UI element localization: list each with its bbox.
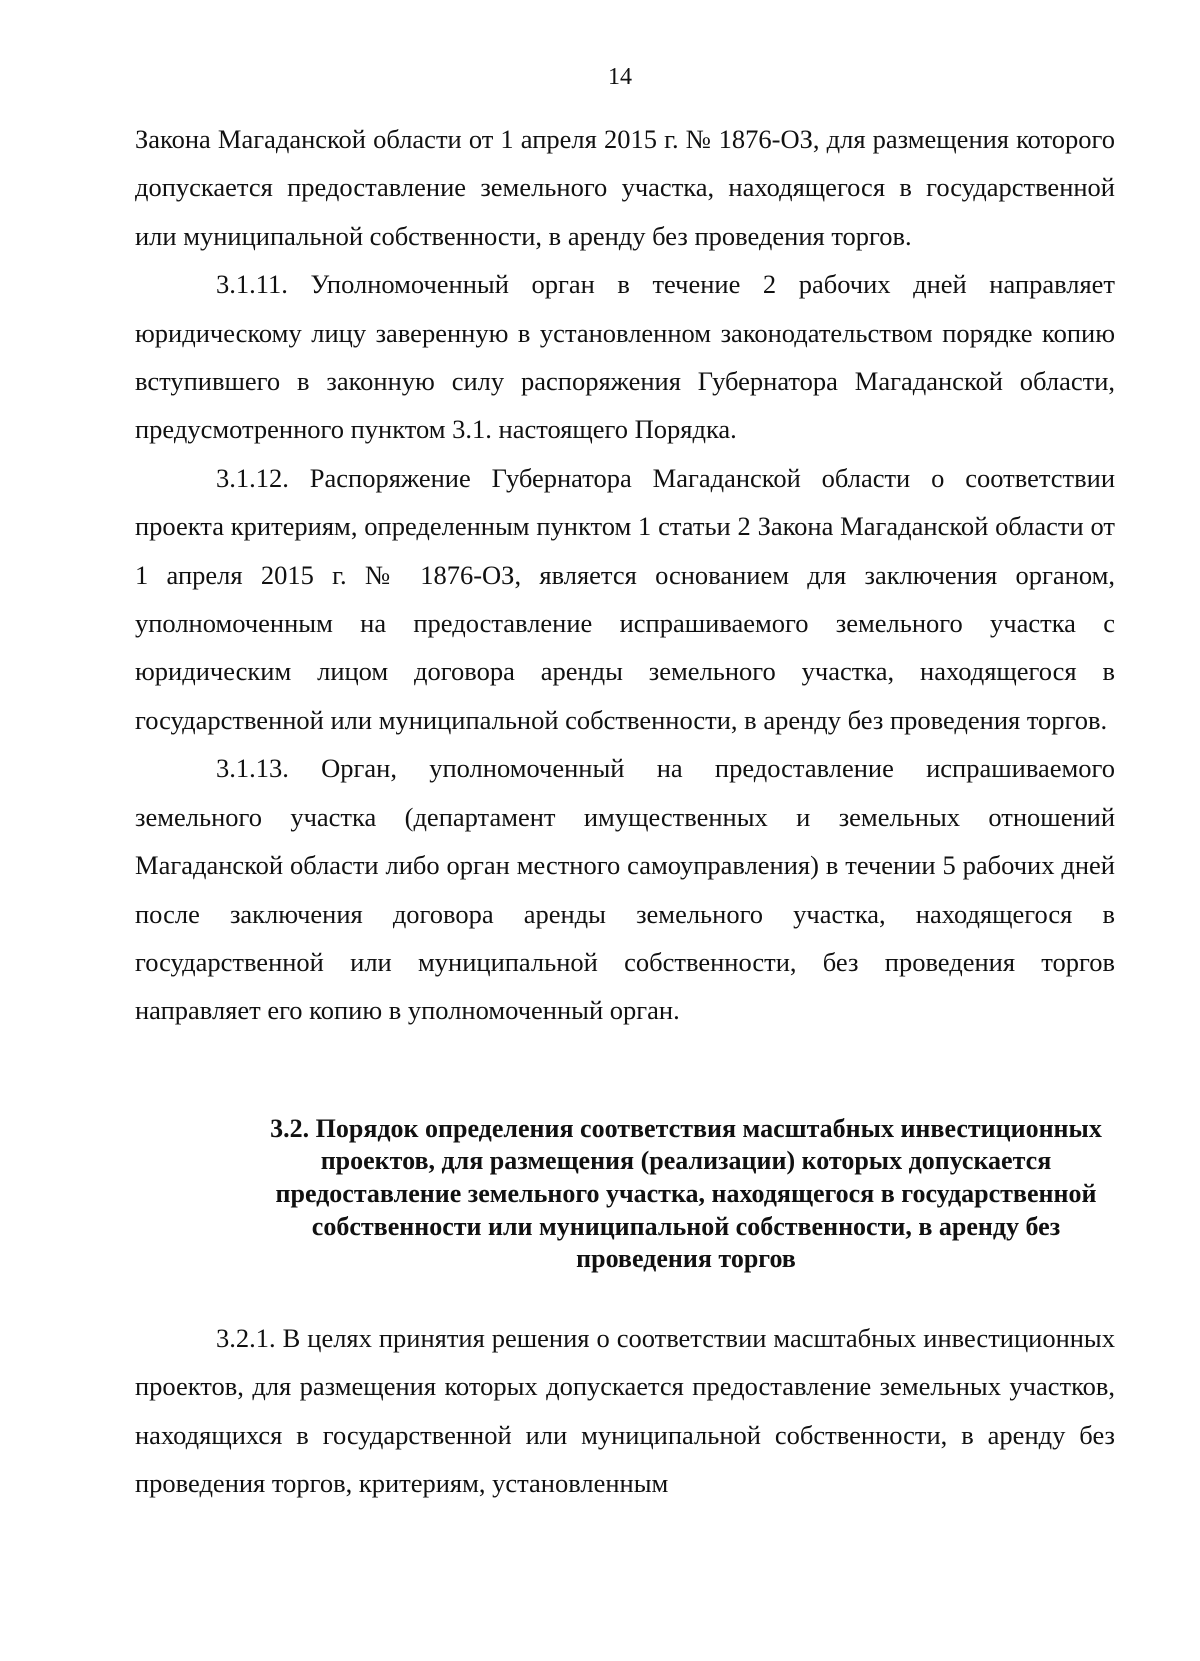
document-body bbox=[135, 115, 1115, 1507]
paragraph-3-1-12: 3.1.12. Распоряжение Губернатора Магаданской области о соответствии проекта критериям, определенным пунктом 1 статьи 2 Закона Магаданской области от 1 апреля 2015 г. № 1876-ОЗ, является основанием для заключения органом, уполномоченным на предоставление испрашиваемого земельного участка с юридическим лицом договора аренды земельного участка, находящегося в государственной или муниципальной собственности, в аренду без проведения торгов. bbox=[135, 462, 1115, 735]
section-heading-3-2: 3.2. Порядок определения соответствия масштабных инвестиционных проектов, для размещения (реализации) которых допускается предоставление земельного участка, находящегося в государственной собственности или муниципальной собственности, в аренду без проведения торгов bbox=[270, 1113, 1102, 1274]
paragraph-continuation: Закона Магаданской области от 1 апреля 2015 г. № 1876-ОЗ, для размещения которого допускается предоставление земельного участка, находящегося в государственной или муниципальной собственности, в аренду без проведения торгов. bbox=[135, 124, 1115, 251]
paragraph-3-1-13: 3.1.13. Орган, уполномоченный на предоставление испрашиваемого земельного участка (департамент имущественных и земельных отношений Магаданской области либо орган местного самоуправления) в течении 5 рабочих дней после заключения договора аренды земельного участка, находящегося в государственной или муниципальной собственности, без проведения торгов направляет его копию в уполномоченный орган. bbox=[135, 753, 1115, 1026]
paragraph-3-1-11: 3.1.11. Уполномоченный орган в течение 2 рабочих дней направляет юридическому лицу заверенную в установленном законодательством порядке копию вступившего в законную силу распоряжения Губернатора Магаданской области, предусмотренного пунктом 3.1. настоящего Порядка. bbox=[135, 269, 1115, 445]
page-number: 14 bbox=[608, 64, 632, 90]
paragraph-3-2-1: 3.2.1. В целях принятия решения о соответствии масштабных инвестиционных проектов, для размещения которых допускается предоставление земельных участков, находящихся в государственной или муниципальной собственности, в аренду без проведения торгов, критериям, установленным bbox=[135, 1322, 1115, 1498]
